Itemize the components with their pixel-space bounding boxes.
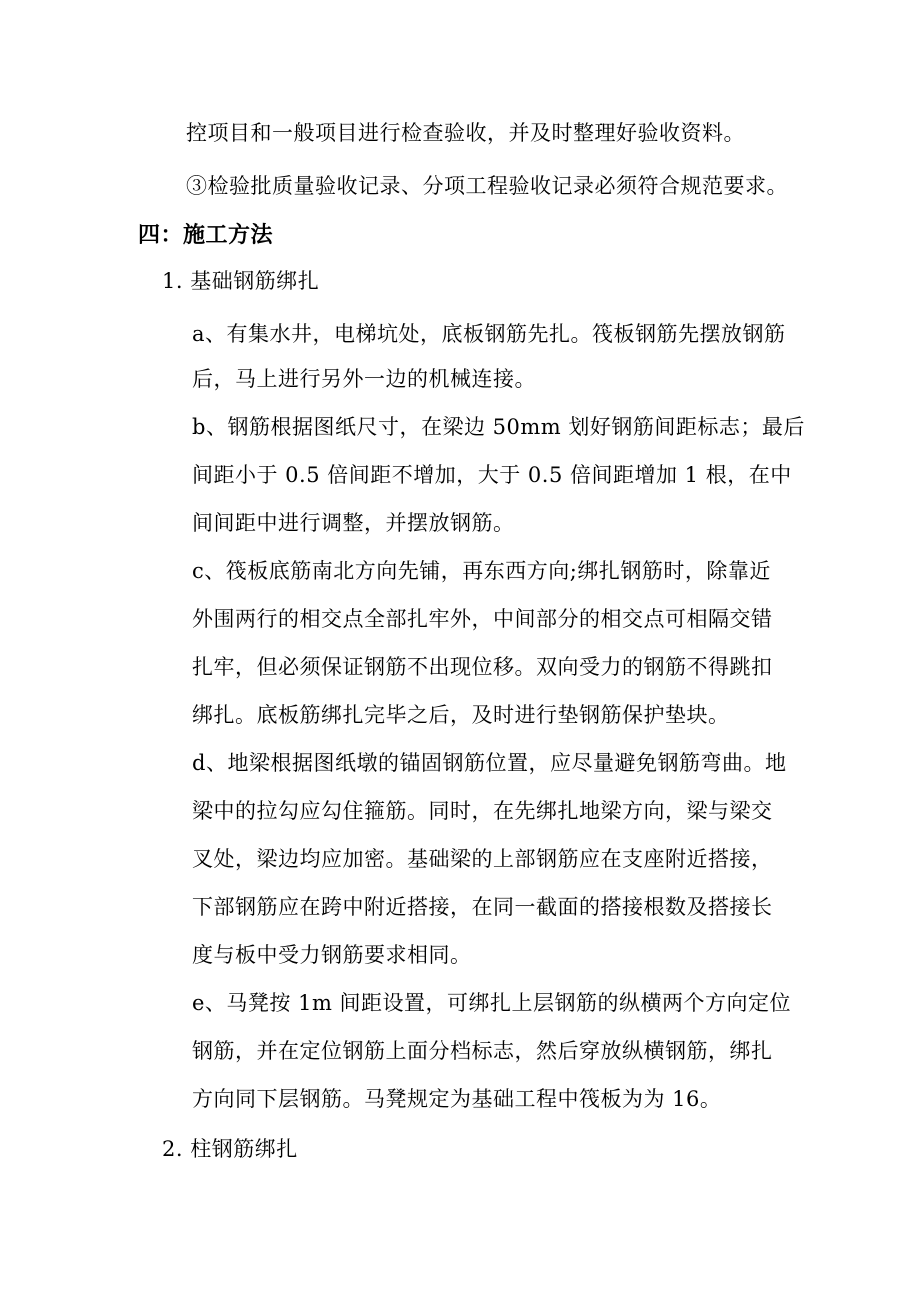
section-heading: 四：施工方法 xyxy=(138,222,274,248)
paragraph-line: ③检验批质量验收记录、分项工程验收记录必须符合规范要求。 xyxy=(186,174,788,198)
paragraph-line: 方向同下层钢筋。马凳规定为基础工程中筏板为为 16。 xyxy=(192,1087,722,1111)
paragraph-line: 外围两行的相交点全部扎牢外，中间部分的相交点可相隔交错 xyxy=(192,607,773,631)
paragraph-line: 钢筋，并在定位钢筋上面分档标志，然后穿放纵横钢筋，绑扎 xyxy=(192,1039,773,1063)
paragraph-line: 间间距中进行调整，并摆放钢筋。 xyxy=(192,511,515,535)
paragraph-line: d、地梁根据图纸墩的锚固钢筋位置，应尽量避免钢筋弯曲。地 xyxy=(192,751,787,775)
paragraph-line: 叉处，梁边均应加密。基础梁的上部钢筋应在支座附近搭接， xyxy=(192,847,773,871)
paragraph-line: 控项目和一般项目进行检查验收，并及时整理好验收资料。 xyxy=(186,121,745,145)
paragraph-line: b、钢筋根据图纸尺寸，在梁边 50mm 划好钢筋间距标志；最后 xyxy=(192,415,805,439)
paragraph-line: 间距小于 0.5 倍间距不增加，大于 0.5 倍间距增加 1 根，在中 xyxy=(192,463,792,487)
subsection-heading: 2. 柱钢筋绑扎 xyxy=(162,1137,298,1161)
paragraph-line: e、马凳按 1m 间距设置，可绑扎上层钢筋的纵横两个方向定位 xyxy=(192,991,792,1015)
paragraph-line: 扎牢，但必须保证钢筋不出现位移。双向受力的钢筋不得跳扣 xyxy=(192,655,773,679)
paragraph-line: 梁中的拉勾应勾住箍筋。同时，在先绑扎地梁方向，梁与梁交 xyxy=(192,799,773,823)
paragraph-line: 度与板中受力钢筋要求相同。 xyxy=(192,943,472,967)
paragraph-line: 下部钢筋应在跨中附近搭接，在同一截面的搭接根数及搭接长 xyxy=(192,895,773,919)
paragraph-line: c、筏板底筋南北方向先铺，再东西方向;绑扎钢筋时，除靠近 xyxy=(192,559,771,583)
subsection-heading: 1. 基础钢筋绑扎 xyxy=(162,269,320,293)
paragraph-line: a、有集水井，电梯坑处，底板钢筋先扎。筏板钢筋先摆放钢筋 xyxy=(192,322,786,346)
paragraph-line: 后，马上进行另外一边的机械连接。 xyxy=(192,367,536,391)
paragraph-line: 绑扎。底板筋绑扎完毕之后，及时进行垫钢筋保护垫块。 xyxy=(192,703,730,727)
